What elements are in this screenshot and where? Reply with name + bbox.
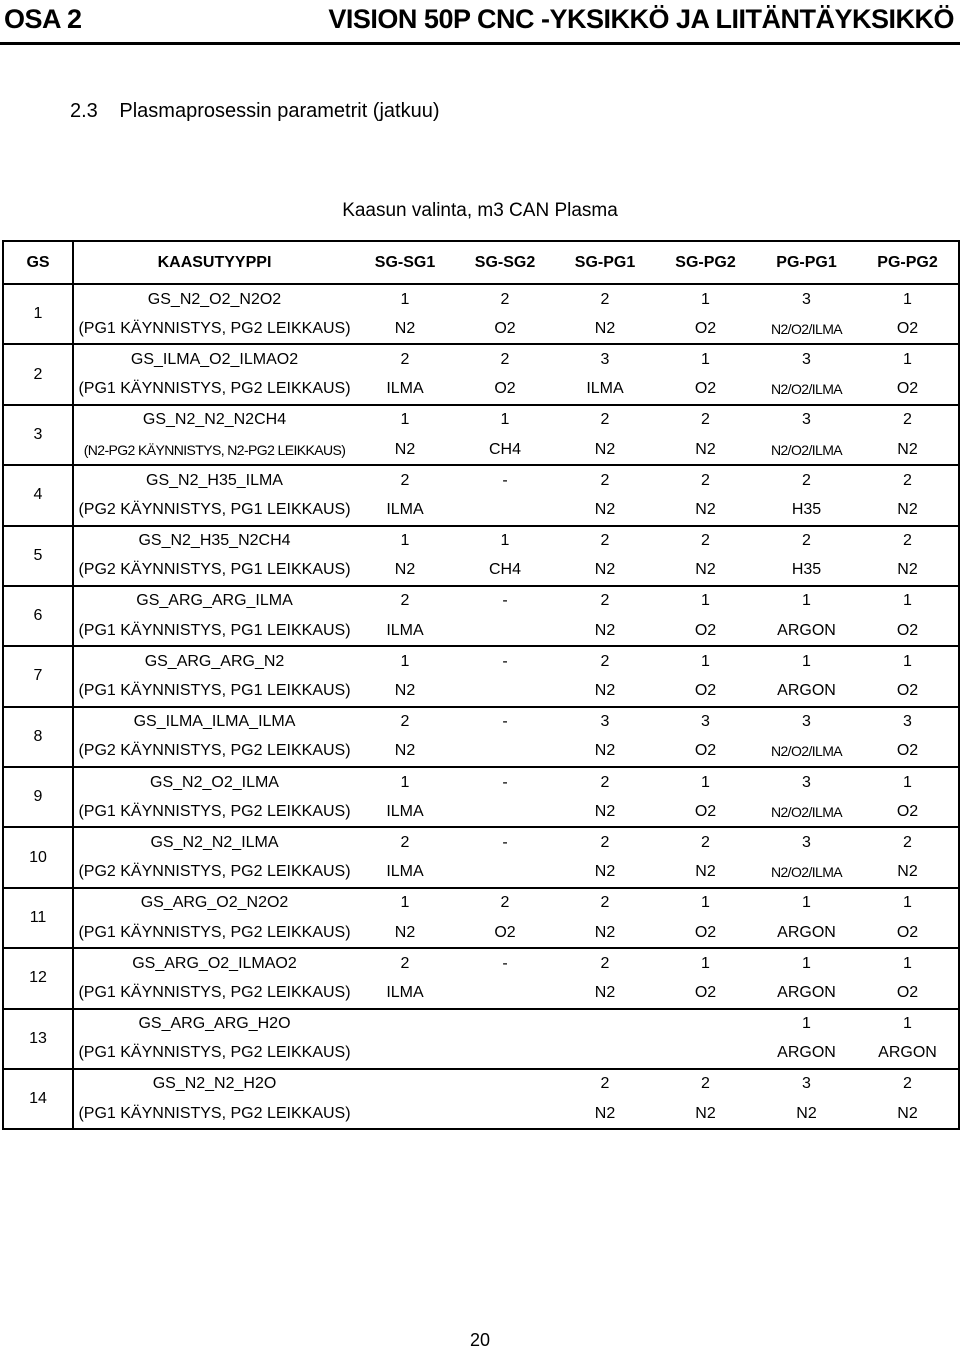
value-cell: - bbox=[502, 471, 508, 489]
gas-value-cell: N2 bbox=[555, 676, 655, 706]
value-cell: 1 bbox=[701, 290, 710, 308]
value-cell: 1 bbox=[400, 652, 410, 670]
gas-value-cell: H35 bbox=[756, 556, 857, 586]
table-title: Kaasun valinta, m3 CAN Plasma bbox=[342, 200, 618, 221]
gas-value-cell: ILMA bbox=[355, 858, 455, 888]
gas-value-cell bbox=[455, 616, 555, 646]
value-cell: 1 bbox=[802, 1015, 811, 1033]
value-cell: 2 bbox=[857, 405, 959, 435]
gas-value-cell: N2 bbox=[555, 556, 655, 586]
gas-value-cell: N2 bbox=[756, 1099, 857, 1129]
gas-value-cell bbox=[455, 1099, 555, 1129]
table-row bbox=[3, 1069, 959, 1099]
gas-value-cell: ILMA bbox=[355, 375, 455, 405]
gas-value-cell: ILMA bbox=[355, 616, 455, 646]
mode-cell: (PG1 KÄYNNISTYS, PG1 LEIKKAUS) bbox=[73, 676, 355, 706]
table-row-secondary bbox=[3, 797, 959, 827]
value-cell: 2 bbox=[600, 290, 610, 308]
gas-value-cell: ILMA bbox=[355, 797, 455, 827]
mode-cell: (PG1 KÄYNNISTYS, PG2 LEIKKAUS) bbox=[73, 1099, 355, 1129]
gas-value-cell bbox=[455, 676, 555, 706]
gas-value-cell bbox=[555, 1039, 655, 1069]
value-cell: 2 bbox=[701, 411, 710, 429]
mode-cell: (PG1 KÄYNNISTYS, PG2 LEIKKAUS) bbox=[73, 1039, 355, 1069]
gas-value-cell: N2/O2/ILMA bbox=[756, 314, 857, 344]
value-cell: 2 bbox=[857, 1069, 959, 1099]
value-cell: 3 bbox=[802, 350, 811, 368]
gas-value-cell: N2 bbox=[555, 435, 655, 465]
value-cell: 1 bbox=[857, 646, 959, 676]
gas-value-cell: O2 bbox=[857, 616, 959, 646]
gas-value-cell: N2/O2/ILMA bbox=[756, 797, 857, 827]
gas-value-cell: ILMA bbox=[355, 978, 455, 1008]
value-cell: 1 bbox=[802, 652, 811, 670]
gas-value-cell: O2 bbox=[857, 978, 959, 1008]
column-header: SG-SG2 bbox=[455, 241, 555, 284]
table-row bbox=[3, 1009, 959, 1039]
gas-value-cell bbox=[455, 797, 555, 827]
column-header: SG-PG2 bbox=[655, 241, 756, 284]
page-header bbox=[0, 0, 960, 45]
mode-cell: (N2-PG2 KÄYNNISTYS, N2-PG2 LEIKKAUS) bbox=[73, 435, 355, 465]
value-cell bbox=[555, 1009, 655, 1039]
value-cell: - bbox=[502, 833, 508, 851]
gas-value-cell: N2 bbox=[555, 737, 655, 767]
table-row-secondary bbox=[3, 978, 959, 1008]
gas-value-cell: N2 bbox=[355, 314, 455, 344]
gas-value-cell: H35 bbox=[756, 495, 857, 525]
column-header: SG-SG1 bbox=[355, 241, 455, 284]
value-cell: 2 bbox=[500, 350, 510, 368]
gas-value-cell bbox=[455, 737, 555, 767]
gas-value-cell: N2 bbox=[555, 918, 655, 948]
gas-value-cell: O2 bbox=[455, 314, 555, 344]
value-cell: 1 bbox=[857, 586, 959, 616]
value-cell: 2 bbox=[600, 1075, 610, 1093]
mode-cell: (PG2 KÄYNNISTYS, PG1 LEIKKAUS) bbox=[73, 495, 355, 525]
gas-value-cell: N2 bbox=[555, 797, 655, 827]
table-row-secondary bbox=[3, 737, 959, 767]
gas-value-cell bbox=[455, 978, 555, 1008]
section-number: 2.3 bbox=[70, 100, 98, 122]
gs-number-cell: 13 bbox=[3, 1009, 73, 1069]
mode-cell: (PG1 KÄYNNISTYS, PG2 LEIKKAUS) bbox=[73, 797, 355, 827]
table-row bbox=[3, 526, 959, 556]
column-header: PG-PG2 bbox=[857, 241, 959, 284]
table-row bbox=[3, 827, 959, 857]
value-cell: - bbox=[502, 592, 508, 610]
gas-value-cell bbox=[355, 1039, 455, 1069]
value-cell: 2 bbox=[600, 773, 610, 791]
gas-value-cell: ARGON bbox=[857, 1039, 959, 1069]
gas-value-cell: N2 bbox=[555, 495, 655, 525]
gas-value-cell: O2 bbox=[655, 797, 756, 827]
gas-value-cell: N2/O2/ILMA bbox=[756, 737, 857, 767]
gas-value-cell: N2/O2/ILMA bbox=[756, 435, 857, 465]
table-row bbox=[3, 767, 959, 797]
value-cell: 3 bbox=[802, 1075, 811, 1093]
value-cell: 2 bbox=[400, 471, 410, 489]
gas-value-cell: N2 bbox=[655, 858, 756, 888]
gas-value-cell bbox=[455, 495, 555, 525]
section-heading bbox=[70, 100, 440, 123]
gas-value-cell: O2 bbox=[655, 918, 756, 948]
column-header: PG-PG1 bbox=[756, 241, 857, 284]
gs-number-cell: 3 bbox=[3, 405, 73, 465]
gas-value-cell bbox=[455, 858, 555, 888]
value-cell: 2 bbox=[600, 652, 610, 670]
value-cell: 3 bbox=[701, 713, 710, 731]
value-cell: 2 bbox=[500, 290, 510, 308]
value-cell: 3 bbox=[600, 713, 610, 731]
gas-type-name-cell: GS_N2_O2_N2O2 bbox=[147, 290, 282, 308]
value-cell: 1 bbox=[857, 948, 959, 978]
value-cell: 2 bbox=[600, 954, 610, 972]
gas-type-name-cell: GS_N2_H35_N2CH4 bbox=[138, 532, 291, 550]
gas-type-name-cell: GS_N2_H35_ILMA bbox=[146, 471, 283, 489]
gas-value-cell: N2 bbox=[355, 737, 455, 767]
gas-value-cell: N2/O2/ILMA bbox=[756, 858, 857, 888]
gas-type-name-cell: GS_N2_N2_ILMA bbox=[150, 833, 279, 851]
table-body bbox=[3, 284, 959, 1129]
gas-value-cell: N2 bbox=[655, 556, 756, 586]
gs-number-cell: 6 bbox=[3, 586, 73, 646]
gas-type-name-cell: GS_N2_N2_N2CH4 bbox=[142, 411, 287, 429]
value-cell: 2 bbox=[400, 592, 410, 610]
value-cell: 1 bbox=[400, 894, 410, 912]
value-cell: 2 bbox=[600, 532, 610, 550]
table-row bbox=[3, 465, 959, 495]
gas-value-cell: O2 bbox=[655, 616, 756, 646]
value-cell: 1 bbox=[857, 888, 959, 918]
value-cell: 1 bbox=[857, 767, 959, 797]
value-cell: - bbox=[502, 652, 508, 670]
gas-value-cell: O2 bbox=[857, 676, 959, 706]
gas-value-cell: N2 bbox=[555, 314, 655, 344]
mode-cell: (PG2 KÄYNNISTYS, PG1 LEIKKAUS) bbox=[73, 556, 355, 586]
gas-value-cell bbox=[455, 1039, 555, 1069]
gas-value-cell: ILMA bbox=[355, 495, 455, 525]
gs-number-cell: 1 bbox=[3, 284, 73, 344]
gas-value-cell: CH4 bbox=[455, 435, 555, 465]
gas-value-cell: N2 bbox=[857, 556, 959, 586]
value-cell: 2 bbox=[500, 894, 510, 912]
section-title: Plasmaprosessin parametrit (jatkuu) bbox=[119, 100, 440, 122]
mode-cell: (PG1 KÄYNNISTYS, PG1 LEIKKAUS) bbox=[73, 616, 355, 646]
value-cell: 1 bbox=[857, 1009, 959, 1039]
gas-value-cell: ARGON bbox=[756, 978, 857, 1008]
gs-number-cell: 14 bbox=[3, 1069, 73, 1129]
gas-type-name-cell: GS_N2_O2_ILMA bbox=[150, 773, 279, 791]
gas-value-cell: O2 bbox=[857, 918, 959, 948]
gs-number-cell: 4 bbox=[3, 465, 73, 525]
gas-value-cell: N2 bbox=[355, 918, 455, 948]
mode-cell: (PG1 KÄYNNISTYS, PG2 LEIKKAUS) bbox=[73, 918, 355, 948]
value-cell: 2 bbox=[701, 471, 710, 489]
gas-value-cell: O2 bbox=[655, 676, 756, 706]
value-cell: 1 bbox=[500, 532, 510, 550]
document-title: VISION 50P CNC -YKSIKKÖ JA LIITÄNTÄYKSIKKÖ bbox=[328, 4, 954, 34]
gas-value-cell: N2 bbox=[555, 1099, 655, 1129]
gas-value-cell: CH4 bbox=[455, 556, 555, 586]
value-cell: 2 bbox=[701, 1075, 710, 1093]
value-cell bbox=[455, 1009, 555, 1039]
gas-value-cell: O2 bbox=[857, 314, 959, 344]
gas-type-name-cell: GS_ILMA_ILMA_ILMA bbox=[133, 713, 296, 731]
table-row-secondary bbox=[3, 918, 959, 948]
gas-value-cell: ARGON bbox=[756, 1039, 857, 1069]
column-header: GS bbox=[3, 241, 73, 284]
value-cell: 3 bbox=[802, 773, 811, 791]
value-cell: 2 bbox=[400, 954, 410, 972]
value-cell: 2 bbox=[857, 465, 959, 495]
value-cell: 1 bbox=[857, 344, 959, 374]
value-cell: 1 bbox=[400, 532, 410, 550]
table-row-secondary bbox=[3, 556, 959, 586]
gas-value-cell: N2 bbox=[355, 676, 455, 706]
value-cell: 1 bbox=[802, 954, 811, 972]
gas-value-cell bbox=[355, 1099, 455, 1129]
value-cell bbox=[355, 1069, 455, 1099]
gas-type-name-cell: GS_ARG_O2_N2O2 bbox=[140, 894, 289, 912]
table-row bbox=[3, 405, 959, 435]
gs-number-cell: 8 bbox=[3, 707, 73, 767]
mode-cell: (PG1 KÄYNNISTYS, PG2 LEIKKAUS) bbox=[73, 978, 355, 1008]
value-cell: 2 bbox=[701, 833, 710, 851]
gs-number-cell: 7 bbox=[3, 646, 73, 706]
gas-type-name-cell: GS_N2_N2_H2O bbox=[152, 1075, 277, 1093]
table-row bbox=[3, 707, 959, 737]
gas-value-cell: ARGON bbox=[756, 918, 857, 948]
value-cell: 1 bbox=[701, 350, 710, 368]
value-cell bbox=[655, 1009, 756, 1039]
mode-cell: (PG1 KÄYNNISTYS, PG2 LEIKKAUS) bbox=[73, 314, 355, 344]
gas-value-cell: N2 bbox=[655, 495, 756, 525]
value-cell: 2 bbox=[600, 471, 610, 489]
value-cell: 3 bbox=[802, 411, 811, 429]
gas-value-cell: O2 bbox=[455, 375, 555, 405]
value-cell: 2 bbox=[600, 592, 610, 610]
value-cell: 1 bbox=[701, 894, 710, 912]
table-row-secondary bbox=[3, 435, 959, 465]
table-row-secondary bbox=[3, 676, 959, 706]
value-cell: - bbox=[502, 954, 508, 972]
gas-value-cell: N2/O2/ILMA bbox=[756, 375, 857, 405]
value-cell bbox=[455, 1069, 555, 1099]
gas-value-cell: N2 bbox=[655, 1099, 756, 1129]
gas-value-cell: N2 bbox=[655, 435, 756, 465]
gs-number-cell: 12 bbox=[3, 948, 73, 1008]
mode-cell: (PG1 KÄYNNISTYS, PG2 LEIKKAUS) bbox=[73, 375, 355, 405]
table-row-secondary bbox=[3, 314, 959, 344]
value-cell: 2 bbox=[857, 526, 959, 556]
gs-number-cell: 10 bbox=[3, 827, 73, 887]
value-cell: 2 bbox=[802, 471, 811, 489]
gas-value-cell: N2 bbox=[555, 978, 655, 1008]
value-cell bbox=[355, 1009, 455, 1039]
table-row bbox=[3, 344, 959, 374]
gas-value-cell: ARGON bbox=[756, 616, 857, 646]
gas-value-cell: O2 bbox=[857, 737, 959, 767]
gas-value-cell: N2 bbox=[857, 1099, 959, 1129]
gas-value-cell: O2 bbox=[857, 375, 959, 405]
table-row-secondary bbox=[3, 375, 959, 405]
gas-type-name-cell: GS_ILMA_O2_ILMAO2 bbox=[130, 350, 299, 368]
value-cell: 2 bbox=[600, 894, 610, 912]
value-cell: 1 bbox=[802, 894, 811, 912]
table-row bbox=[3, 646, 959, 676]
gas-value-cell: N2 bbox=[355, 556, 455, 586]
table-row bbox=[3, 888, 959, 918]
gas-value-cell: N2 bbox=[857, 858, 959, 888]
table-header-row bbox=[3, 241, 959, 284]
value-cell: 1 bbox=[400, 411, 410, 429]
value-cell: 2 bbox=[400, 350, 410, 368]
value-cell: 2 bbox=[857, 827, 959, 857]
value-cell: 2 bbox=[600, 833, 610, 851]
value-cell: - bbox=[502, 773, 508, 791]
mode-cell: (PG2 KÄYNNISTYS, PG2 LEIKKAUS) bbox=[73, 737, 355, 767]
value-cell: 2 bbox=[400, 713, 410, 731]
table-row bbox=[3, 586, 959, 616]
value-cell: 1 bbox=[701, 773, 710, 791]
value-cell: 2 bbox=[400, 833, 410, 851]
gas-value-cell bbox=[655, 1039, 756, 1069]
value-cell: 1 bbox=[701, 592, 710, 610]
gas-type-name-cell: GS_ARG_ARG_N2 bbox=[144, 652, 285, 670]
value-cell: 3 bbox=[802, 713, 811, 731]
gs-number-cell: 2 bbox=[3, 344, 73, 404]
gas-type-name-cell: GS_ARG_ARG_ILMA bbox=[136, 592, 293, 610]
value-cell: 1 bbox=[802, 592, 811, 610]
gas-type-name-cell: GS_ARG_O2_ILMAO2 bbox=[132, 954, 297, 972]
gas-value-cell: O2 bbox=[655, 314, 756, 344]
value-cell: 1 bbox=[857, 284, 959, 314]
gas-value-cell: N2 bbox=[555, 858, 655, 888]
gas-value-cell: O2 bbox=[655, 978, 756, 1008]
gas-value-cell: O2 bbox=[455, 918, 555, 948]
value-cell: 3 bbox=[802, 290, 811, 308]
table-row bbox=[3, 284, 959, 314]
value-cell: 2 bbox=[600, 411, 610, 429]
value-cell: 3 bbox=[857, 707, 959, 737]
gs-number-cell: 5 bbox=[3, 526, 73, 586]
gas-value-cell: N2 bbox=[355, 435, 455, 465]
gas-value-cell: O2 bbox=[655, 737, 756, 767]
gas-selection-table bbox=[2, 240, 960, 1130]
value-cell: - bbox=[502, 713, 508, 731]
value-cell: 1 bbox=[400, 773, 410, 791]
section-label: OSA 2 bbox=[4, 4, 82, 34]
table-row-secondary bbox=[3, 858, 959, 888]
column-header: KAASUTYYPPI bbox=[73, 241, 355, 284]
gs-number-cell: 9 bbox=[3, 767, 73, 827]
table-row-secondary bbox=[3, 495, 959, 525]
value-cell: 1 bbox=[400, 290, 410, 308]
value-cell: 3 bbox=[802, 833, 811, 851]
gas-type-name-cell: GS_ARG_ARG_H2O bbox=[138, 1015, 291, 1033]
page-number: 20 bbox=[469, 1330, 491, 1350]
gas-value-cell: O2 bbox=[857, 797, 959, 827]
gas-value-cell: N2 bbox=[857, 435, 959, 465]
table-row-secondary bbox=[3, 1099, 959, 1129]
table-row-secondary bbox=[3, 1039, 959, 1069]
value-cell: 2 bbox=[802, 532, 811, 550]
gas-value-cell: O2 bbox=[655, 375, 756, 405]
gas-value-cell: ILMA bbox=[555, 375, 655, 405]
gas-value-cell: N2 bbox=[857, 495, 959, 525]
mode-cell: (PG2 KÄYNNISTYS, PG2 LEIKKAUS) bbox=[73, 858, 355, 888]
table-row-secondary bbox=[3, 616, 959, 646]
column-header: SG-PG1 bbox=[555, 241, 655, 284]
table-row bbox=[3, 948, 959, 978]
gas-value-cell: N2 bbox=[555, 616, 655, 646]
value-cell: 1 bbox=[500, 411, 510, 429]
value-cell: 2 bbox=[701, 532, 710, 550]
value-cell: 1 bbox=[701, 652, 710, 670]
gs-number-cell: 11 bbox=[3, 888, 73, 948]
value-cell: 1 bbox=[701, 954, 710, 972]
value-cell: 3 bbox=[600, 350, 610, 368]
gas-value-cell: ARGON bbox=[756, 676, 857, 706]
